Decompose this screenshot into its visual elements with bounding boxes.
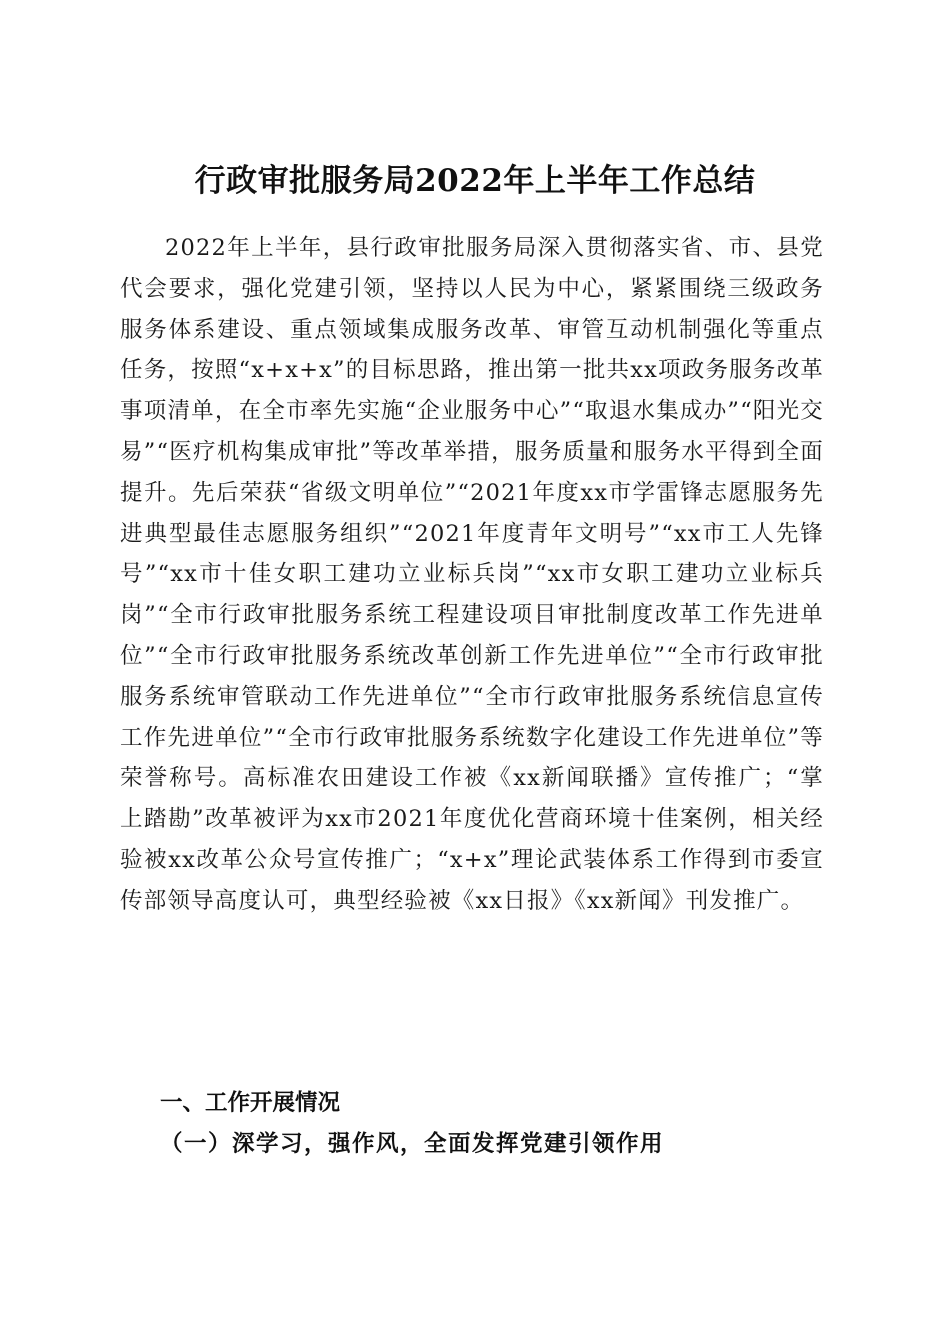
document-title: 行政审批服务局2022年上半年工作总结 [194,162,756,199]
subsection-heading: （一）深学习，强作风，全面发挥党建引领作用 [160,1131,665,1157]
body-paragraph: 2022年上半年，县行政审批服务局深入贯彻落实省、市、县党代会要求，强化党建引领，坚持以人民为中心，紧紧围绕三级政务服务体系建设、重点领域集成服务改革、审管互动机制强化等重点任务，按照“x+x+x”的目标思路，推出第一批共xx项政务服务改革事项清单，在全市率先实施“企业服务中心”“取退水集成办”“阳光交易”“医疗机构集成审批”等改革举措，服务质量和服务水平得到全面提升。先后荣获“省级文明单位”“2021年度xx市学雷锋志愿服务先进典型最佳志愿服务组织”“2021年度青年文明号”“xx市工人先锋号”“xx市十佳女职工建功立业标兵岗”“xx市女职工建功立业标兵岗”“全市行政审批服务系统工程建设项目审批制度改革工作先进单位”“全市行政审批服务系统改革创新工作先进单位”“全市行政审批服务系统审管联动工作先进单位”“全市行政审批服务系统信息宣传工作先进单位”“全市行政审批服务系统数字化建设工作先进单位”等荣誉称号。高标准农田建设工作被《xx新闻联播》宣传推广；“掌上踏勘”改革被评为xx市2021年度优化营商环境十佳案例，相关经验被xx改革公众号宣传推广；“x+x”理论武装体系工作得到市委宣传部领导高度认可，典型经验被《xx日报》《xx新闻》刊发推广。 [120,235,824,914]
section-heading: 一、工作开展情况 [160,1090,341,1116]
